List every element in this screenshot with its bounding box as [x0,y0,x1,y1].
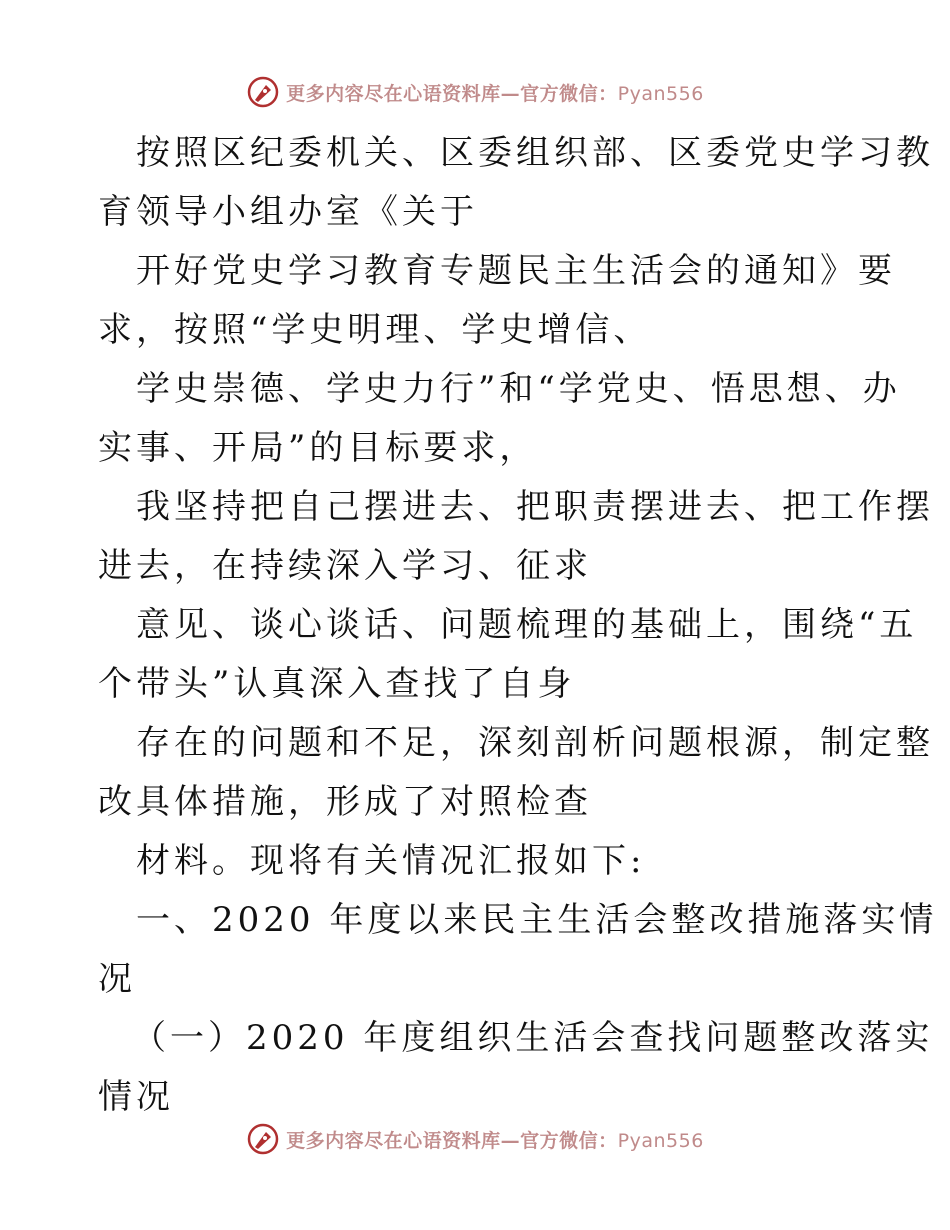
watermark-text: 更多内容尽在心语资料库—官方微信：Pyan556 [286,82,704,105]
pen-nib-logo-icon [246,1122,280,1156]
document-body [98,124,938,1127]
paragraph-line: 改具体措施，形成了对照检查 [98,782,592,822]
paragraph-line: 实事、开局”的目标要求， [98,428,538,468]
subsection-heading-line: （一）2020 年度组织生活会查找问题整改落实 [132,1018,934,1058]
watermark-footer-content [246,1122,704,1156]
paragraph-line: 开好党史学习教育专题民主生活会的通知》要 [136,251,896,291]
watermark-text: 更多内容尽在心语资料库—官方微信：Pyan556 [286,1129,704,1152]
paragraph-line: 求，按照“学史明理、学史增信、 [98,310,652,350]
paragraph-line: 材料。现将有关情况汇报如下: [136,841,646,881]
paragraph-line: 进去，在持续深入学习、征求 [98,546,592,586]
paragraph-line: 个带头”认真深入查找了自身 [98,664,576,704]
watermark-header [0,72,950,112]
section-heading-line: 一、2020 年度以来民主生活会整改措施落实情 [136,900,938,940]
paragraph-line: 按照区纪委机关、区委组织部、区委党史学习教 [136,133,934,173]
paragraph-line: 我坚持把自己摆进去、把职责摆进去、把工作摆 [136,487,934,527]
paragraph-line: 意见、谈心谈话、问题梳理的基础上，围绕“五 [136,605,918,645]
pen-nib-logo-icon [246,75,280,109]
paragraph-line: 育领导小组办室《关于 [98,192,478,232]
watermark-footer [0,1119,950,1159]
subsection-heading-line: 情况 [98,1077,174,1117]
paragraph-line: 存在的问题和不足，深刻剖析问题根源，制定整 [136,723,934,763]
watermark-header-content [246,75,704,109]
paragraph-line: 学史崇德、学史力行”和“学党史、悟思想、办 [136,369,901,409]
section-heading-line: 况 [98,959,136,999]
